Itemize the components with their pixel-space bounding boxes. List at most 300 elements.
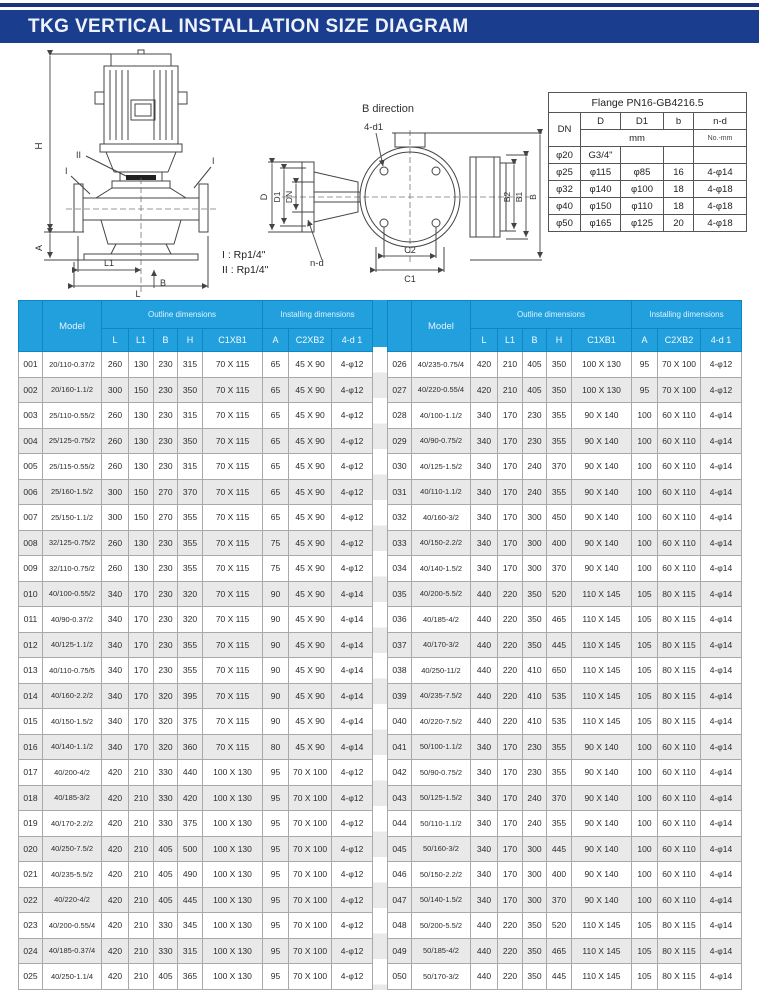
dim-label-b1: B1 bbox=[514, 191, 524, 203]
flange-cell: φ50 bbox=[549, 215, 581, 232]
spec-cell: 410 bbox=[522, 683, 546, 709]
spec-cell: 4-φ14 bbox=[700, 836, 741, 862]
spec-cell: 40/125-1.1/2 bbox=[43, 632, 102, 658]
spec-cell: 50/150-2.2/2 bbox=[411, 862, 470, 888]
flange-cell: φ115 bbox=[581, 164, 621, 181]
spec-cell: 4-φ14 bbox=[700, 811, 741, 837]
spec-cell: 320 bbox=[154, 683, 178, 709]
spec-cell: 70 X 115 bbox=[203, 377, 263, 403]
spec-cell: 340 bbox=[102, 734, 129, 760]
col-c2xb2: C2XB2 bbox=[289, 329, 332, 352]
spec-cell: 4-φ12 bbox=[332, 887, 373, 913]
b-direction-title: B direction bbox=[362, 103, 414, 115]
spec-cell: 150 bbox=[129, 377, 154, 403]
spec-cell: 440 bbox=[470, 683, 497, 709]
spec-cell: 105 bbox=[631, 581, 657, 607]
spec-cell: 70 X 100 bbox=[657, 377, 700, 403]
num-header bbox=[387, 301, 411, 352]
spec-cell: 440 bbox=[470, 938, 497, 964]
spec-cell: 405 bbox=[154, 887, 178, 913]
flange-cell: φ100 bbox=[621, 181, 664, 198]
spec-cell: 90 X 140 bbox=[571, 887, 631, 913]
spec-cell: 65 bbox=[263, 454, 289, 480]
col-4d1: 4-d 1 bbox=[332, 329, 373, 352]
spec-row bbox=[19, 632, 373, 658]
spec-cell: 50/90-0.75/2 bbox=[411, 760, 470, 786]
spec-cell: 90 X 140 bbox=[571, 403, 631, 429]
spec-cell: 355 bbox=[546, 428, 571, 454]
spec-cell: 170 bbox=[497, 556, 522, 582]
spec-cell: 90 X 140 bbox=[571, 734, 631, 760]
spec-cell: 230 bbox=[154, 607, 178, 633]
spec-cell: 420 bbox=[178, 785, 203, 811]
spec-cell: 340 bbox=[470, 556, 497, 582]
spec-cell: 4-φ14 bbox=[700, 862, 741, 888]
spec-cell: 4-φ14 bbox=[332, 658, 373, 684]
spec-cell: 60 X 110 bbox=[657, 862, 700, 888]
spec-cell: 330 bbox=[154, 785, 178, 811]
spec-cell: 520 bbox=[546, 913, 571, 939]
spec-cell: 040 bbox=[387, 709, 411, 735]
spec-cell: 405 bbox=[154, 964, 178, 990]
spec-cell: 130 bbox=[129, 352, 154, 378]
spec-cell: 350 bbox=[178, 428, 203, 454]
spec-cell: 150 bbox=[129, 505, 154, 531]
spec-cell: 40/150-2.2/2 bbox=[411, 530, 470, 556]
spec-cell: 014 bbox=[19, 683, 43, 709]
spec-cell: 130 bbox=[129, 403, 154, 429]
spec-cell: 50/185-4/2 bbox=[411, 938, 470, 964]
spec-cell: 405 bbox=[522, 377, 546, 403]
spec-cell: 420 bbox=[102, 887, 129, 913]
spec-cell: 340 bbox=[470, 530, 497, 556]
spec-cell: 100 X 130 bbox=[203, 760, 263, 786]
spec-cell: 445 bbox=[546, 836, 571, 862]
spec-cell: 90 X 140 bbox=[571, 556, 631, 582]
spec-cell: 350 bbox=[546, 377, 571, 403]
spec-row bbox=[387, 352, 741, 378]
spec-cell: 210 bbox=[497, 377, 522, 403]
spec-cell: 90 bbox=[263, 709, 289, 735]
spec-cell: 40/110-1.1/2 bbox=[411, 479, 470, 505]
spec-cell: 40/90-0.75/2 bbox=[411, 428, 470, 454]
flange-cell: 4-φ18 bbox=[694, 215, 747, 232]
spec-cell: 90 X 140 bbox=[571, 862, 631, 888]
spec-cell: 100 X 130 bbox=[203, 836, 263, 862]
spec-row bbox=[387, 836, 741, 862]
spec-cell: 105 bbox=[631, 964, 657, 990]
spec-cell: 4-φ12 bbox=[332, 505, 373, 531]
spec-row bbox=[387, 734, 741, 760]
col-c1xb1: C1XB1 bbox=[203, 329, 263, 352]
spec-cell: 315 bbox=[178, 352, 203, 378]
spec-cell: 100 bbox=[631, 530, 657, 556]
spec-cell: 60 X 110 bbox=[657, 785, 700, 811]
spec-cell: 170 bbox=[497, 428, 522, 454]
spec-cell: 45 X 90 bbox=[289, 479, 332, 505]
spec-cell: 315 bbox=[178, 938, 203, 964]
spec-cell: 170 bbox=[129, 683, 154, 709]
spec-cell: 4-φ12 bbox=[332, 530, 373, 556]
col-l1: L1 bbox=[129, 329, 154, 352]
spec-cell: 4-φ12 bbox=[700, 352, 741, 378]
spec-cell: 4-φ12 bbox=[332, 428, 373, 454]
title-bar bbox=[0, 10, 759, 43]
spec-cell: 40/250-11/2 bbox=[411, 658, 470, 684]
spec-cell: 4-φ14 bbox=[700, 785, 741, 811]
spec-cell: 4-φ14 bbox=[700, 632, 741, 658]
spec-cell: 100 bbox=[631, 556, 657, 582]
spec-cell: 40/140-1.1/2 bbox=[43, 734, 102, 760]
spec-cell: 60 X 110 bbox=[657, 734, 700, 760]
spec-cell: 100 bbox=[631, 454, 657, 480]
spec-cell: 50/140-1.5/2 bbox=[411, 887, 470, 913]
spec-cell: 40/235-0.75/4 bbox=[411, 352, 470, 378]
flange-cell: G3/4" bbox=[581, 147, 621, 164]
spec-cell: 75 bbox=[263, 530, 289, 556]
spec-cell: 4-φ14 bbox=[332, 632, 373, 658]
spec-row bbox=[19, 556, 373, 582]
spec-cell: 036 bbox=[387, 607, 411, 633]
flange-table bbox=[548, 92, 747, 232]
spec-cell: 006 bbox=[19, 479, 43, 505]
col-h: H bbox=[546, 329, 571, 352]
spec-cell: 230 bbox=[522, 428, 546, 454]
spec-cell: 340 bbox=[470, 454, 497, 480]
spec-cell: 95 bbox=[263, 938, 289, 964]
spec-cell: 4-φ14 bbox=[700, 607, 741, 633]
flange-cell bbox=[621, 147, 664, 164]
spec-cell: 300 bbox=[522, 505, 546, 531]
spec-row bbox=[19, 734, 373, 760]
spec-cell: 80 X 115 bbox=[657, 938, 700, 964]
spec-cell: 50/125-1.5/2 bbox=[411, 785, 470, 811]
spec-cell: 370 bbox=[546, 887, 571, 913]
spec-cell: 45 X 90 bbox=[289, 454, 332, 480]
spec-cell: 350 bbox=[522, 632, 546, 658]
spec-cell: 038 bbox=[387, 658, 411, 684]
spec-cell: 95 bbox=[263, 964, 289, 990]
spec-cell: 95 bbox=[263, 785, 289, 811]
spec-cell: 220 bbox=[497, 632, 522, 658]
spec-cell: 350 bbox=[178, 377, 203, 403]
spec-cell: 80 X 115 bbox=[657, 581, 700, 607]
spec-cell: 220 bbox=[497, 581, 522, 607]
spec-cell: 170 bbox=[497, 734, 522, 760]
spec-row bbox=[387, 403, 741, 429]
spec-cell: 4-φ14 bbox=[700, 964, 741, 990]
col-c2xb2: C2XB2 bbox=[657, 329, 700, 352]
flange-cell: 18 bbox=[664, 181, 694, 198]
spec-row bbox=[387, 479, 741, 505]
spec-row bbox=[387, 658, 741, 684]
spec-cell: 70 X 100 bbox=[289, 785, 332, 811]
spec-cell: 4-φ14 bbox=[700, 556, 741, 582]
port-notes bbox=[222, 248, 268, 278]
flange-title-row bbox=[549, 93, 747, 113]
spec-row bbox=[19, 403, 373, 429]
spec-cell: 25/110-0.55/2 bbox=[43, 403, 102, 429]
spec-cell: 4-φ12 bbox=[332, 760, 373, 786]
flange-cell: φ32 bbox=[549, 181, 581, 198]
spec-cell: 105 bbox=[631, 683, 657, 709]
spec-cell: 4-φ14 bbox=[700, 505, 741, 531]
col-l: L bbox=[470, 329, 497, 352]
label-4d1: 4-d1 bbox=[364, 122, 384, 133]
flange-row bbox=[549, 198, 747, 215]
spec-cell: 40/200-5.5/2 bbox=[411, 581, 470, 607]
installing-dimensions-header: Installing dimensions bbox=[631, 301, 741, 329]
spec-cell: 100 X 130 bbox=[203, 785, 263, 811]
port-label-i-left: I bbox=[65, 166, 68, 176]
spec-cell: 220 bbox=[497, 658, 522, 684]
spec-cell: 70 X 115 bbox=[203, 632, 263, 658]
col-c1xb1: C1XB1 bbox=[571, 329, 631, 352]
spec-row bbox=[387, 709, 741, 735]
spec-cell: 420 bbox=[102, 836, 129, 862]
b-direction-diagram bbox=[258, 100, 550, 290]
spec-cell: 300 bbox=[522, 862, 546, 888]
spec-row bbox=[387, 428, 741, 454]
spec-cell: 40/150-1.5/2 bbox=[43, 709, 102, 735]
spec-cell: 80 X 115 bbox=[657, 709, 700, 735]
spec-cell: 016 bbox=[19, 734, 43, 760]
top-rule bbox=[0, 3, 759, 7]
flange-cell: φ25 bbox=[549, 164, 581, 181]
spec-cell: 535 bbox=[546, 709, 571, 735]
flange-unit-mm: mm bbox=[581, 130, 694, 147]
spec-cell: 340 bbox=[470, 785, 497, 811]
flange-cell: 16 bbox=[664, 164, 694, 181]
flange-cell: 18 bbox=[664, 198, 694, 215]
dim-label-c2: C2 bbox=[404, 245, 416, 255]
spec-cell: 355 bbox=[546, 479, 571, 505]
spec-cell: 450 bbox=[546, 505, 571, 531]
spec-cell: 110 X 145 bbox=[571, 607, 631, 633]
spec-cell: 4-φ14 bbox=[332, 709, 373, 735]
spec-cell: 110 X 145 bbox=[571, 658, 631, 684]
spec-cell: 100 bbox=[631, 785, 657, 811]
spec-cell: 75 bbox=[263, 556, 289, 582]
spec-cell: 445 bbox=[178, 887, 203, 913]
spec-cell: 90 X 140 bbox=[571, 530, 631, 556]
spec-cell: 105 bbox=[631, 658, 657, 684]
spec-cell: 355 bbox=[178, 530, 203, 556]
flange-table-title: Flange PN16-GB4216.5 bbox=[549, 93, 747, 113]
col-a: A bbox=[631, 329, 657, 352]
spec-cell: 100 bbox=[631, 734, 657, 760]
spec-cell: 45 X 90 bbox=[289, 530, 332, 556]
spec-cell: 340 bbox=[470, 403, 497, 429]
spec-cell: 170 bbox=[497, 887, 522, 913]
flange-cell: φ150 bbox=[581, 198, 621, 215]
spec-cell: 80 X 115 bbox=[657, 632, 700, 658]
spec-cell: 170 bbox=[129, 607, 154, 633]
spec-cell: 340 bbox=[102, 658, 129, 684]
main-table-area bbox=[18, 300, 742, 990]
spec-cell: 4-φ12 bbox=[332, 862, 373, 888]
spec-cell: 20/110-0.37/2 bbox=[43, 352, 102, 378]
spec-cell: 70 X 115 bbox=[203, 556, 263, 582]
dim-label-c1: C1 bbox=[404, 274, 416, 284]
flange-cell: φ140 bbox=[581, 181, 621, 198]
spec-cell: 320 bbox=[178, 581, 203, 607]
model-header: Model bbox=[43, 301, 102, 352]
spec-cell: 100 bbox=[631, 403, 657, 429]
spec-row bbox=[19, 760, 373, 786]
flange-cell: φ40 bbox=[549, 198, 581, 215]
spec-cell: 105 bbox=[631, 938, 657, 964]
spec-row bbox=[19, 862, 373, 888]
flange-row bbox=[549, 147, 747, 164]
spec-cell: 230 bbox=[154, 377, 178, 403]
spec-cell: 170 bbox=[497, 785, 522, 811]
spec-cell: 105 bbox=[631, 709, 657, 735]
spec-cell: 40/170-2.2/2 bbox=[43, 811, 102, 837]
spec-row bbox=[387, 811, 741, 837]
spec-cell: 240 bbox=[522, 454, 546, 480]
spec-cell: 90 X 140 bbox=[571, 454, 631, 480]
spec-cell: 370 bbox=[178, 479, 203, 505]
spec-cell: 365 bbox=[178, 964, 203, 990]
flange-cell: 20 bbox=[664, 215, 694, 232]
spec-cell: 90 bbox=[263, 607, 289, 633]
spec-cell: 340 bbox=[102, 607, 129, 633]
spec-row bbox=[19, 581, 373, 607]
spec-cell: 4-φ14 bbox=[700, 734, 741, 760]
diagram-area bbox=[0, 48, 759, 298]
spec-cell: 45 X 90 bbox=[289, 632, 332, 658]
spec-cell: 100 X 130 bbox=[203, 938, 263, 964]
spec-cell: 015 bbox=[19, 709, 43, 735]
spec-cell: 40/250-7.5/2 bbox=[43, 836, 102, 862]
spec-row bbox=[19, 454, 373, 480]
spec-cell: 100 bbox=[631, 887, 657, 913]
spec-cell: 445 bbox=[546, 632, 571, 658]
spec-cell: 70 X 115 bbox=[203, 734, 263, 760]
spec-cell: 70 X 100 bbox=[657, 352, 700, 378]
spec-row bbox=[387, 938, 741, 964]
spec-cell: 170 bbox=[497, 530, 522, 556]
spec-cell: 445 bbox=[546, 964, 571, 990]
spec-cell: 420 bbox=[470, 377, 497, 403]
spec-cell: 009 bbox=[19, 556, 43, 582]
spec-cell: 355 bbox=[546, 403, 571, 429]
spec-cell: 330 bbox=[154, 938, 178, 964]
spec-cell: 80 X 115 bbox=[657, 913, 700, 939]
spec-cell: 150 bbox=[129, 479, 154, 505]
spec-cell: 350 bbox=[546, 352, 571, 378]
spec-cell: 230 bbox=[154, 403, 178, 429]
spec-cell: 70 X 100 bbox=[289, 913, 332, 939]
spec-cell: 049 bbox=[387, 938, 411, 964]
spec-cell: 465 bbox=[546, 607, 571, 633]
header-row-groups bbox=[19, 301, 373, 329]
spec-cell: 4-φ12 bbox=[332, 556, 373, 582]
spec-cell: 110 X 145 bbox=[571, 913, 631, 939]
spec-cell: 40/220-7.5/2 bbox=[411, 709, 470, 735]
spec-cell: 170 bbox=[129, 632, 154, 658]
spec-cell: 130 bbox=[129, 454, 154, 480]
spec-cell: 500 bbox=[178, 836, 203, 862]
spec-cell: 320 bbox=[178, 607, 203, 633]
spec-cell: 40/235-7.5/2 bbox=[411, 683, 470, 709]
spec-cell: 170 bbox=[497, 836, 522, 862]
spec-cell: 375 bbox=[178, 709, 203, 735]
spec-cell: 100 bbox=[631, 811, 657, 837]
installing-dimensions-header: Installing dimensions bbox=[263, 301, 373, 329]
spec-cell: 45 X 90 bbox=[289, 683, 332, 709]
spec-row bbox=[387, 785, 741, 811]
spec-row bbox=[19, 479, 373, 505]
spec-cell: 355 bbox=[178, 632, 203, 658]
spec-cell: 4-φ14 bbox=[700, 913, 741, 939]
spec-row bbox=[19, 530, 373, 556]
spec-cell: 220 bbox=[497, 607, 522, 633]
spec-cell: 005 bbox=[19, 454, 43, 480]
spec-row bbox=[387, 887, 741, 913]
spec-cell: 4-φ14 bbox=[332, 581, 373, 607]
spec-cell: 340 bbox=[470, 811, 497, 837]
spec-cell: 345 bbox=[178, 913, 203, 939]
spec-cell: 70 X 100 bbox=[289, 760, 332, 786]
spec-cell: 100 bbox=[631, 760, 657, 786]
spec-cell: 650 bbox=[546, 658, 571, 684]
spec-cell: 300 bbox=[102, 377, 129, 403]
spec-cell: 110 X 145 bbox=[571, 938, 631, 964]
dim-label-d: D bbox=[259, 193, 269, 201]
spec-cell: 420 bbox=[102, 862, 129, 888]
spec-row bbox=[19, 709, 373, 735]
spec-cell: 95 bbox=[263, 862, 289, 888]
dim-label-h: H bbox=[34, 142, 45, 150]
table-gap bbox=[373, 300, 387, 990]
spec-cell: 4-φ12 bbox=[332, 785, 373, 811]
spec-cell: 4-φ12 bbox=[332, 964, 373, 990]
spec-cell: 340 bbox=[470, 887, 497, 913]
spec-row bbox=[387, 632, 741, 658]
spec-cell: 260 bbox=[102, 403, 129, 429]
spec-cell: 400 bbox=[546, 530, 571, 556]
flange-cell: 4-φ14 bbox=[694, 164, 747, 181]
spec-row bbox=[19, 938, 373, 964]
spec-cell: 80 X 115 bbox=[657, 658, 700, 684]
spec-cell: 4-φ14 bbox=[700, 709, 741, 735]
spec-cell: 45 X 90 bbox=[289, 734, 332, 760]
spec-cell: 4-φ12 bbox=[700, 377, 741, 403]
spec-cell: 20/160-1.1/2 bbox=[43, 377, 102, 403]
spec-cell: 60 X 110 bbox=[657, 530, 700, 556]
spec-cell: 65 bbox=[263, 505, 289, 531]
spec-cell: 90 X 140 bbox=[571, 785, 631, 811]
spec-cell: 4-φ12 bbox=[332, 913, 373, 939]
flange-row bbox=[549, 215, 747, 232]
spec-cell: 4-φ12 bbox=[332, 811, 373, 837]
spec-cell: 440 bbox=[178, 760, 203, 786]
spec-cell: 315 bbox=[178, 454, 203, 480]
spec-cell: 65 bbox=[263, 403, 289, 429]
port-label-ii: II bbox=[76, 150, 82, 160]
spec-cell: 210 bbox=[129, 862, 154, 888]
spec-cell: 350 bbox=[522, 964, 546, 990]
spec-cell: 260 bbox=[102, 556, 129, 582]
spec-cell: 4-φ12 bbox=[332, 938, 373, 964]
spec-cell: 440 bbox=[470, 632, 497, 658]
spec-cell: 90 bbox=[263, 581, 289, 607]
spec-cell: 420 bbox=[102, 913, 129, 939]
spec-cell: 440 bbox=[470, 607, 497, 633]
spec-cell: 440 bbox=[470, 709, 497, 735]
